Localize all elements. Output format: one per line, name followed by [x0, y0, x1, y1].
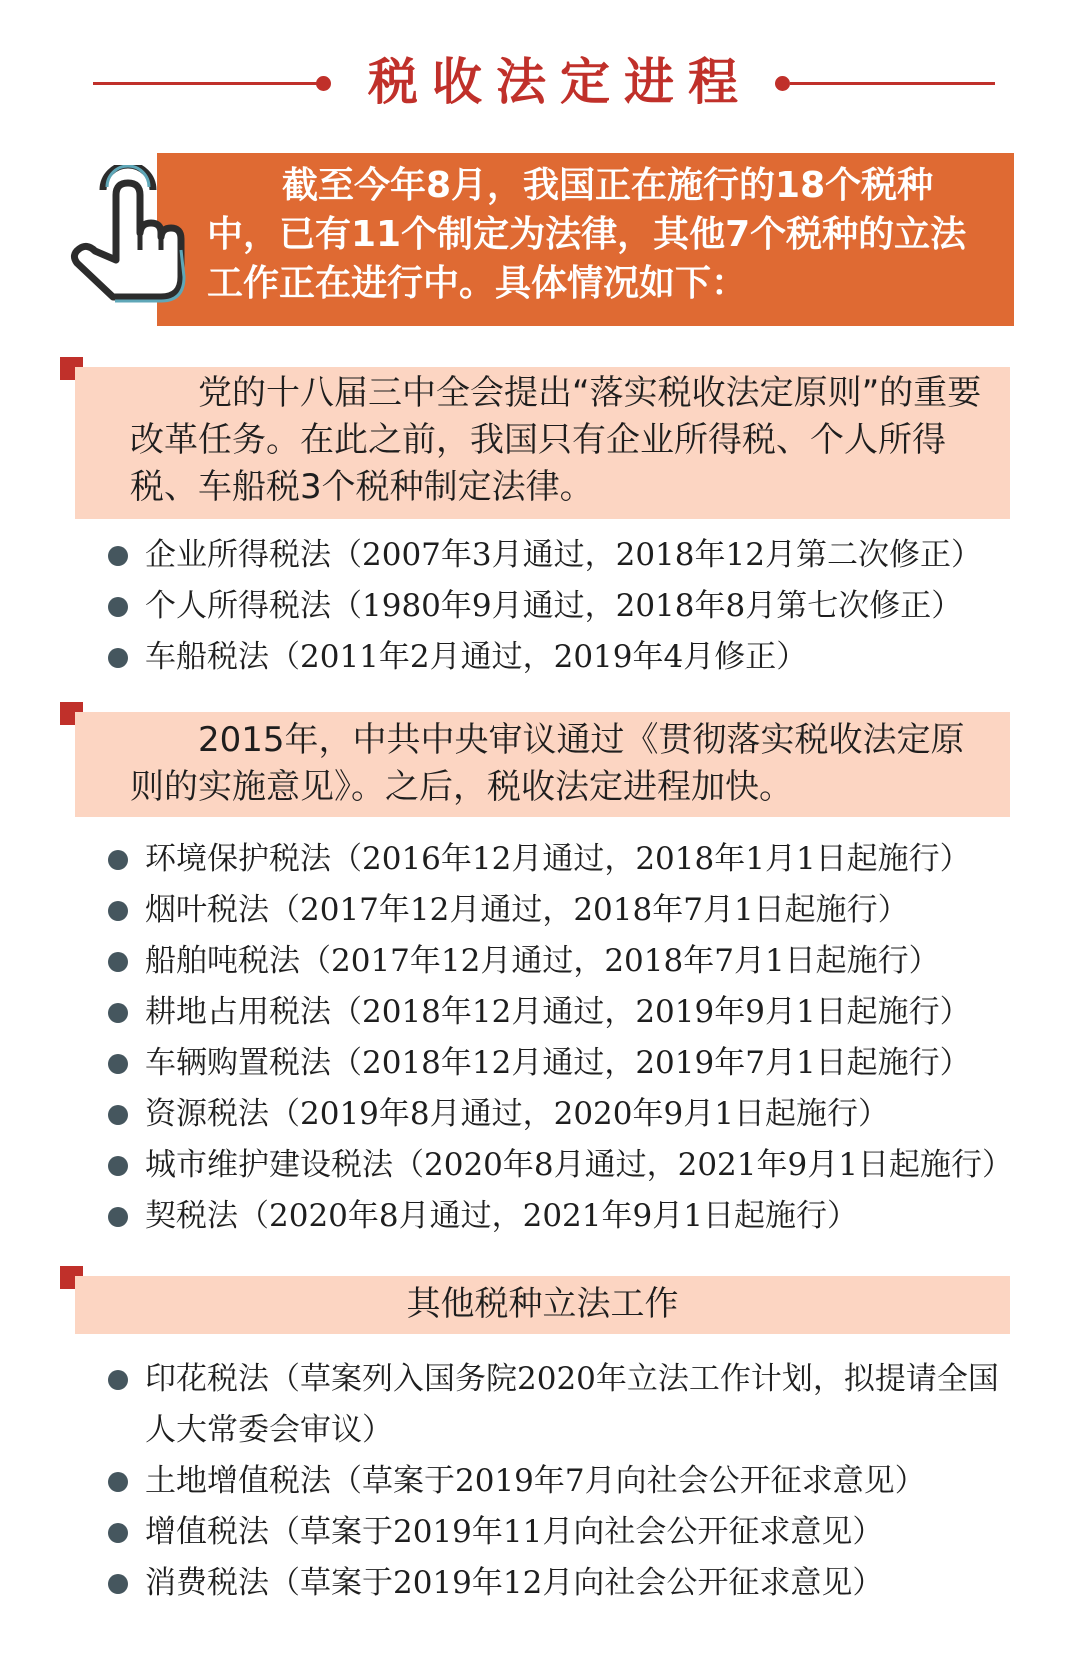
- list-item: 消费税法（草案于2019年12月向社会公开征求意见）: [100, 1558, 1020, 1609]
- bullet-icon: [108, 597, 128, 617]
- bullet-icon: [108, 952, 128, 972]
- list-item: 环境保护税法（2016年12月通过，2018年1月1日起施行）: [100, 834, 1020, 885]
- list-item: 车辆购置税法（2018年12月通过，2019年7月1日起施行）: [100, 1038, 1020, 1089]
- section-header-text: 2015年，中共中央审议通过《贯彻落实税收法定原则的实施意见》。之后，税收法定进程加快。: [130, 720, 965, 807]
- section-header-text: 其他税种立法工作: [406, 1284, 679, 1324]
- list-item: 耕地占用税法（2018年12月通过，2019年9月1日起施行）: [100, 987, 1020, 1038]
- section-header-1: [75, 367, 1010, 519]
- list-item: 契税法（2020年8月通过，2021年9月1日起施行）: [100, 1191, 1020, 1242]
- intro-text: 截至今年8月，我国正在施行的18个税种中，已有11个制定为法律，其他7个税种的立法工作正在进行中。具体情况如下：: [207, 165, 967, 304]
- title-divider-right: [790, 82, 995, 85]
- bullet-icon: [108, 850, 128, 870]
- bullet-icon: [108, 901, 128, 921]
- bullet-icon: [108, 1054, 128, 1074]
- title-dot-left: [316, 76, 331, 91]
- bullet-icon: [108, 1105, 128, 1125]
- page-title: 税收法定进程: [368, 53, 752, 111]
- bullet-icon: [108, 1370, 128, 1390]
- bullet-icon: [108, 1003, 128, 1023]
- bullet-icon: [108, 1472, 128, 1492]
- list-item: 增值税法（草案于2019年11月向社会公开征求意见）: [100, 1507, 1020, 1558]
- list-item: 企业所得税法（2007年3月通过，2018年12月第二次修正）: [100, 530, 1020, 581]
- bullet-icon: [108, 1574, 128, 1594]
- section-3-list: [100, 1354, 1020, 1609]
- list-item: 城市维护建设税法（2020年8月通过，2021年9月1日起施行）: [100, 1140, 1020, 1191]
- title-dot-right: [775, 76, 790, 91]
- section-2-list: [100, 834, 1020, 1242]
- section-header-text: 党的十八届三中全会提出“落实税收法定原则”的重要改革任务。在此之前，我国只有企业所得税、个人所得税、车船税3个税种制定法律。: [130, 373, 982, 507]
- section-header-2: [75, 712, 1010, 817]
- list-item: 车船税法（2011年2月通过，2019年4月修正）: [100, 632, 1020, 683]
- section-header-3: [75, 1276, 1010, 1334]
- bullet-icon: [108, 1207, 128, 1227]
- list-item: 个人所得税法（1980年9月通过，2018年8月第七次修正）: [100, 581, 1020, 632]
- list-item: 土地增值税法（草案于2019年7月向社会公开征求意见）: [100, 1456, 1020, 1507]
- bullet-icon: [108, 1156, 128, 1176]
- section-1-list: [100, 530, 1020, 683]
- pointing-hand-icon: [63, 165, 188, 305]
- bullet-icon: [108, 1523, 128, 1543]
- intro-box: [157, 153, 1014, 326]
- title-row: [0, 52, 1080, 112]
- list-item: 船舶吨税法（2017年12月通过，2018年7月1日起施行）: [100, 936, 1020, 987]
- bullet-icon: [108, 546, 128, 566]
- list-item: 资源税法（2019年8月通过，2020年9月1日起施行）: [100, 1089, 1020, 1140]
- list-item: 烟叶税法（2017年12月通过，2018年7月1日起施行）: [100, 885, 1020, 936]
- bullet-icon: [108, 648, 128, 668]
- title-divider-left: [93, 82, 318, 85]
- list-item: 印花税法（草案列入国务院2020年立法工作计划，拟提请全国人大常委会审议）: [100, 1354, 1015, 1456]
